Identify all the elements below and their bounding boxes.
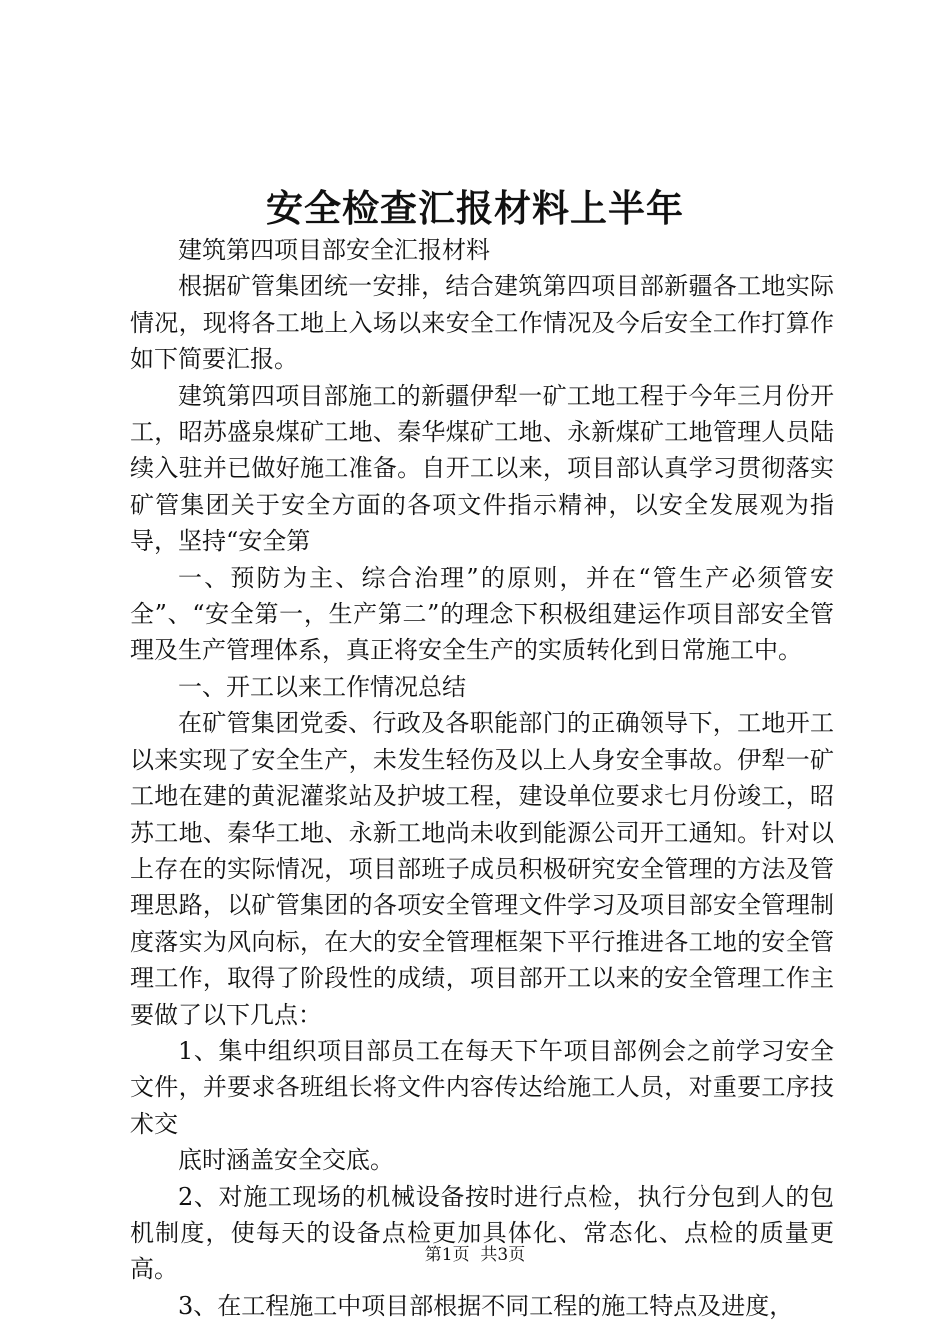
document-title: 安全检查汇报材料上半年 xyxy=(266,186,684,230)
list-item: 1、集中组织项目部员工在每天下午项目部例会之前学习安全文件，并要求各班组长将文件内容传达给施工人员，对重要工序技术交 xyxy=(130,1036,834,1138)
document-body xyxy=(130,232,834,1324)
paragraph: 一、预防为主、综合治理”的原则，并在“管生产必须管安全”、“安全第一，生产第二”的理念下积极组建运作项目部安全管理及生产管理体系，真正将安全生产的实质转化到日常施工中。 xyxy=(130,563,834,665)
paragraph: 在矿管集团党委、行政及各职能部门的正确领导下，工地开工以来实现了安全生产，未发生轻伤及以上人身安全事故。伊犁一矿工地在建的黄泥灌浆站及护坡工程，建设单位要求七月份竣工，昭苏工地、秦华工地、永新工地尚未收到能源公司开工通知。针对以上存在的实际情况，项目部班子成员积极研究安全管理的方法及管理思路，以矿管集团的各项安全管理文件学习及项目部安全管理制度落实为风向标，在大的安全管理框架下平行推进各工地的安全管理工作，取得了阶段性的成绩，项目部开工以来的安全管理工作主要做了以下几点： xyxy=(130,709,834,1029)
page-footer xyxy=(0,1243,950,1267)
paragraph: 根据矿管集团统一安排，结合建筑第四项目部新疆各工地实际情况，现将各工地上入场以来安全工作情况及今后安全工作打算作如下简要汇报。 xyxy=(130,272,834,374)
page-number: 第1页 共3页 xyxy=(424,1245,526,1265)
paragraph-subtitle: 建筑第四项目部安全汇报材料 xyxy=(178,236,490,264)
paragraph: 底时涵盖安全交底。 xyxy=(178,1146,394,1175)
paragraph: 建筑第四项目部施工的新疆伊犁一矿工地工程于今年三月份开工，昭苏盛泉煤矿工地、秦华煤矿工地、永新煤矿工地管理人员陆续入驻并已做好施工准备。自开工以来，项目部认真学习贯彻落实矿管集团关于安全方面的各项文件指示精神，以安全发展观为指导，坚持“安全第 xyxy=(130,381,834,556)
list-item: 2、对施工现场的机械设备按时进行点检，执行分包到人的包机制度，使每天的设备点检更加具体化、常态化、点检的质量更高。 xyxy=(130,1182,834,1284)
section-heading: 一、开工以来工作情况总结 xyxy=(178,672,466,701)
list-item: 3、在工程施工中项目部根据不同工程的施工特点及进度， xyxy=(178,1291,794,1320)
